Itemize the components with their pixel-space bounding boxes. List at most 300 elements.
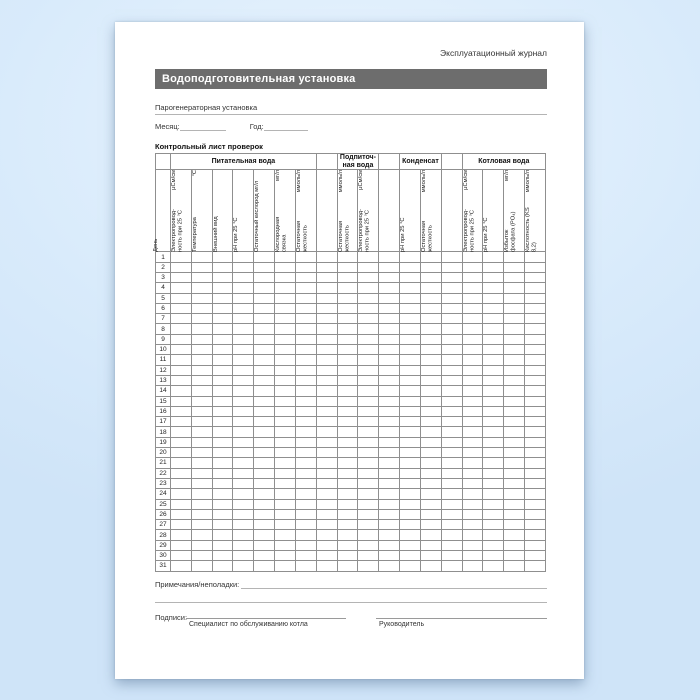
data-cell — [233, 396, 254, 406]
day-number: 14 — [156, 386, 171, 396]
page-title-banner — [155, 69, 547, 89]
data-cell — [295, 375, 316, 385]
data-cell — [212, 252, 233, 262]
data-cell — [254, 252, 275, 262]
data-cell — [483, 417, 504, 427]
data-cell — [191, 272, 212, 282]
data-cell — [233, 417, 254, 427]
data-cell — [337, 489, 358, 499]
data-cell — [212, 499, 233, 509]
data-cell — [441, 509, 462, 519]
data-cell — [400, 437, 421, 447]
data-cell — [337, 375, 358, 385]
data-cell — [295, 561, 316, 571]
data-cell — [400, 283, 421, 293]
column-header: Избыток фосфата (PO₄) мг/л — [504, 170, 525, 252]
data-cell — [171, 272, 192, 282]
data-cell — [400, 561, 421, 571]
data-cell — [504, 345, 525, 355]
data-cell — [316, 448, 337, 458]
data-cell — [358, 324, 379, 334]
data-cell — [233, 406, 254, 416]
data-cell — [420, 272, 441, 282]
data-cell — [212, 293, 233, 303]
data-cell — [525, 334, 546, 344]
data-cell — [504, 252, 525, 262]
data-cell — [525, 386, 546, 396]
journal-type-label: Эксплуатационный журнал — [440, 48, 547, 58]
data-cell — [316, 262, 337, 272]
data-cell — [379, 458, 400, 468]
data-cell — [358, 293, 379, 303]
data-cell — [275, 375, 296, 385]
data-cell — [420, 530, 441, 540]
data-cell — [295, 262, 316, 272]
data-cell — [191, 365, 212, 375]
data-cell — [400, 293, 421, 303]
table-row — [156, 406, 546, 416]
data-cell — [275, 448, 296, 458]
data-cell — [379, 345, 400, 355]
data-cell — [212, 283, 233, 293]
data-cell — [191, 262, 212, 272]
data-cell — [316, 396, 337, 406]
data-cell — [358, 550, 379, 560]
data-cell — [504, 520, 525, 530]
data-cell — [462, 355, 483, 365]
group-header: Конденсат — [400, 154, 442, 170]
data-cell — [316, 550, 337, 560]
data-cell — [254, 303, 275, 313]
data-cell — [379, 550, 400, 560]
data-cell — [420, 489, 441, 499]
day-number: 27 — [156, 520, 171, 530]
column-header: Остаточная жесткость ммоль/л — [295, 170, 316, 252]
data-cell — [254, 262, 275, 272]
day-number: 3 — [156, 272, 171, 282]
data-cell — [400, 272, 421, 282]
data-cell — [191, 324, 212, 334]
data-cell — [171, 283, 192, 293]
data-cell — [254, 324, 275, 334]
data-cell — [358, 406, 379, 416]
data-cell — [295, 324, 316, 334]
data-cell — [483, 520, 504, 530]
data-cell — [504, 303, 525, 313]
data-cell — [337, 365, 358, 375]
data-cell — [254, 272, 275, 282]
data-cell — [441, 314, 462, 324]
data-cell — [233, 293, 254, 303]
data-cell — [420, 365, 441, 375]
data-cell — [441, 252, 462, 262]
data-cell — [420, 262, 441, 272]
data-cell — [254, 365, 275, 375]
data-cell — [212, 386, 233, 396]
data-cell — [504, 437, 525, 447]
signatures-label: Подписи: — [155, 612, 188, 622]
data-cell — [379, 468, 400, 478]
data-cell — [316, 314, 337, 324]
data-cell — [233, 540, 254, 550]
data-cell — [233, 252, 254, 262]
data-cell — [233, 448, 254, 458]
column-header: Остаточная жесткость ммоль/л — [420, 170, 441, 252]
data-cell — [483, 262, 504, 272]
data-cell — [254, 334, 275, 344]
data-cell — [400, 386, 421, 396]
day-number: 4 — [156, 283, 171, 293]
spacer-column — [441, 170, 462, 252]
data-cell — [379, 448, 400, 458]
data-cell — [191, 448, 212, 458]
data-cell — [525, 293, 546, 303]
data-cell — [379, 437, 400, 447]
day-number: 25 — [156, 499, 171, 509]
data-cell — [441, 396, 462, 406]
day-number: 31 — [156, 561, 171, 571]
table-row — [156, 272, 546, 282]
table-row — [156, 293, 546, 303]
data-cell — [420, 252, 441, 262]
data-cell — [191, 386, 212, 396]
data-cell — [171, 509, 192, 519]
notes-label: Примечания/неполадки: — [155, 579, 240, 589]
day-number: 8 — [156, 324, 171, 334]
data-cell — [212, 437, 233, 447]
column-header-row — [156, 170, 546, 252]
day-number: 9 — [156, 334, 171, 344]
data-cell — [275, 417, 296, 427]
data-cell — [191, 540, 212, 550]
data-cell — [504, 406, 525, 416]
data-cell — [316, 365, 337, 375]
data-cell — [400, 303, 421, 313]
day-number: 5 — [156, 293, 171, 303]
table-row — [156, 355, 546, 365]
data-cell — [233, 303, 254, 313]
data-cell — [316, 520, 337, 530]
data-cell — [462, 499, 483, 509]
data-cell — [462, 489, 483, 499]
data-cell — [525, 396, 546, 406]
data-cell — [254, 437, 275, 447]
data-cell — [358, 252, 379, 262]
data-cell — [275, 520, 296, 530]
data-cell — [337, 540, 358, 550]
day-number: 20 — [156, 448, 171, 458]
data-cell — [441, 406, 462, 416]
data-cell — [275, 314, 296, 324]
day-number: 13 — [156, 375, 171, 385]
notes-blank-line — [241, 580, 547, 589]
data-cell — [191, 293, 212, 303]
data-cell — [483, 530, 504, 540]
data-cell — [462, 448, 483, 458]
data-cell — [400, 458, 421, 468]
data-cell — [441, 355, 462, 365]
data-cell — [275, 550, 296, 560]
data-cell — [171, 365, 192, 375]
data-cell — [441, 324, 462, 334]
data-cell — [483, 427, 504, 437]
table-row — [156, 437, 546, 447]
data-cell — [191, 406, 212, 416]
data-cell — [400, 417, 421, 427]
data-cell — [212, 468, 233, 478]
group-header: Подпиточная вода — [337, 154, 379, 170]
data-cell — [400, 468, 421, 478]
data-cell — [233, 334, 254, 344]
data-cell — [441, 427, 462, 437]
data-cell — [337, 520, 358, 530]
data-cell — [525, 262, 546, 272]
data-cell — [254, 355, 275, 365]
data-cell — [462, 437, 483, 447]
data-cell — [275, 365, 296, 375]
data-cell — [504, 530, 525, 540]
data-cell — [462, 540, 483, 550]
data-cell — [379, 334, 400, 344]
data-cell — [254, 448, 275, 458]
data-cell — [233, 478, 254, 488]
data-cell — [400, 509, 421, 519]
data-cell — [275, 437, 296, 447]
data-cell — [525, 561, 546, 571]
data-cell — [483, 468, 504, 478]
data-cell — [233, 561, 254, 571]
data-cell — [191, 427, 212, 437]
data-cell — [420, 303, 441, 313]
data-cell — [212, 303, 233, 313]
data-cell — [171, 314, 192, 324]
data-cell — [462, 458, 483, 468]
year-label: Год: — [249, 122, 264, 131]
data-cell — [379, 509, 400, 519]
data-cell — [358, 561, 379, 571]
spacer-column — [379, 170, 400, 252]
data-cell — [295, 365, 316, 375]
data-cell — [254, 540, 275, 550]
data-cell — [295, 530, 316, 540]
data-cell — [379, 520, 400, 530]
data-cell — [171, 520, 192, 530]
data-cell — [337, 427, 358, 437]
table-row — [156, 365, 546, 375]
day-number: 24 — [156, 489, 171, 499]
data-cell — [525, 272, 546, 282]
group-spacer — [316, 154, 337, 170]
data-cell — [191, 303, 212, 313]
data-cell — [400, 262, 421, 272]
data-cell — [233, 355, 254, 365]
data-cell — [358, 540, 379, 550]
data-cell — [504, 386, 525, 396]
signature-line-manager — [376, 612, 547, 619]
data-cell — [462, 417, 483, 427]
data-cell — [337, 550, 358, 560]
data-cell — [337, 293, 358, 303]
data-cell — [525, 355, 546, 365]
data-cell — [316, 345, 337, 355]
data-cell — [504, 509, 525, 519]
data-cell — [171, 458, 192, 468]
data-cell — [400, 540, 421, 550]
data-cell — [316, 324, 337, 334]
data-cell — [441, 272, 462, 282]
data-cell — [379, 293, 400, 303]
data-cell — [191, 530, 212, 540]
data-cell — [254, 386, 275, 396]
day-number: 15 — [156, 396, 171, 406]
data-cell — [525, 489, 546, 499]
data-cell — [483, 272, 504, 282]
data-cell — [400, 489, 421, 499]
data-cell — [233, 324, 254, 334]
data-cell — [337, 386, 358, 396]
table-row — [156, 324, 546, 334]
data-cell — [525, 499, 546, 509]
data-cell — [233, 499, 254, 509]
data-cell — [525, 417, 546, 427]
data-cell — [441, 437, 462, 447]
data-cell — [379, 427, 400, 437]
data-cell — [358, 303, 379, 313]
data-cell — [420, 283, 441, 293]
data-cell — [275, 272, 296, 282]
data-cell — [171, 293, 192, 303]
data-cell — [462, 334, 483, 344]
data-cell — [504, 324, 525, 334]
data-cell — [483, 540, 504, 550]
day-number: 29 — [156, 540, 171, 550]
data-cell — [441, 530, 462, 540]
data-cell — [295, 520, 316, 530]
data-cell — [379, 375, 400, 385]
data-cell — [295, 334, 316, 344]
data-cell — [316, 293, 337, 303]
data-cell — [212, 458, 233, 468]
data-cell — [420, 386, 441, 396]
data-cell — [295, 272, 316, 282]
plant-label: Парогенераторная установка — [155, 103, 258, 112]
data-cell — [233, 509, 254, 519]
data-cell — [212, 272, 233, 282]
data-cell — [191, 345, 212, 355]
data-cell — [483, 334, 504, 344]
data-cell — [441, 262, 462, 272]
table-row — [156, 509, 546, 519]
data-cell — [462, 272, 483, 282]
signature-manager — [376, 612, 547, 628]
column-header: Внешний вид — [212, 170, 233, 252]
signature-specialist — [186, 612, 346, 628]
data-cell — [233, 345, 254, 355]
data-cell — [316, 458, 337, 468]
data-cell — [441, 540, 462, 550]
data-cell — [171, 375, 192, 385]
data-cell — [254, 520, 275, 530]
data-cell — [504, 458, 525, 468]
data-cell — [316, 478, 337, 488]
data-cell — [212, 262, 233, 272]
data-cell — [337, 530, 358, 540]
data-cell — [254, 375, 275, 385]
data-cell — [483, 303, 504, 313]
data-cell — [441, 386, 462, 396]
data-cell — [295, 489, 316, 499]
data-cell — [358, 355, 379, 365]
data-cell — [462, 324, 483, 334]
data-cell — [212, 448, 233, 458]
data-cell — [212, 550, 233, 560]
data-cell — [171, 386, 192, 396]
data-cell — [233, 437, 254, 447]
data-cell — [212, 540, 233, 550]
data-cell — [212, 417, 233, 427]
data-cell — [462, 314, 483, 324]
data-cell — [358, 386, 379, 396]
year-blank-line — [264, 122, 308, 131]
data-cell — [316, 417, 337, 427]
data-cell — [462, 530, 483, 540]
data-cell — [358, 262, 379, 272]
data-cell — [275, 489, 296, 499]
data-cell — [441, 365, 462, 375]
data-cell — [400, 314, 421, 324]
data-cell — [233, 468, 254, 478]
data-cell — [462, 283, 483, 293]
column-header: pH при 25 °C — [233, 170, 254, 252]
data-cell — [420, 478, 441, 488]
data-cell — [212, 314, 233, 324]
data-cell — [525, 303, 546, 313]
table-row — [156, 314, 546, 324]
data-cell — [171, 489, 192, 499]
data-cell — [295, 396, 316, 406]
data-cell — [504, 355, 525, 365]
day-number: 11 — [156, 355, 171, 365]
data-cell — [441, 478, 462, 488]
data-cell — [504, 478, 525, 488]
data-cell — [379, 406, 400, 416]
day-number: 23 — [156, 478, 171, 488]
data-cell — [191, 437, 212, 447]
data-cell — [525, 520, 546, 530]
table-row — [156, 427, 546, 437]
data-cell — [525, 314, 546, 324]
data-cell — [337, 561, 358, 571]
data-cell — [420, 334, 441, 344]
data-cell — [254, 314, 275, 324]
data-cell — [504, 448, 525, 458]
data-cell — [254, 427, 275, 437]
data-cell — [254, 417, 275, 427]
data-cell — [171, 530, 192, 540]
data-cell — [316, 334, 337, 344]
signature-role-manager: Руководитель — [379, 620, 425, 628]
data-cell — [400, 334, 421, 344]
data-cell — [337, 314, 358, 324]
data-cell — [441, 561, 462, 571]
data-cell — [233, 458, 254, 468]
data-cell — [462, 303, 483, 313]
data-cell — [275, 345, 296, 355]
data-cell — [316, 561, 337, 571]
data-cell — [379, 272, 400, 282]
data-cell — [358, 478, 379, 488]
data-cell — [316, 489, 337, 499]
